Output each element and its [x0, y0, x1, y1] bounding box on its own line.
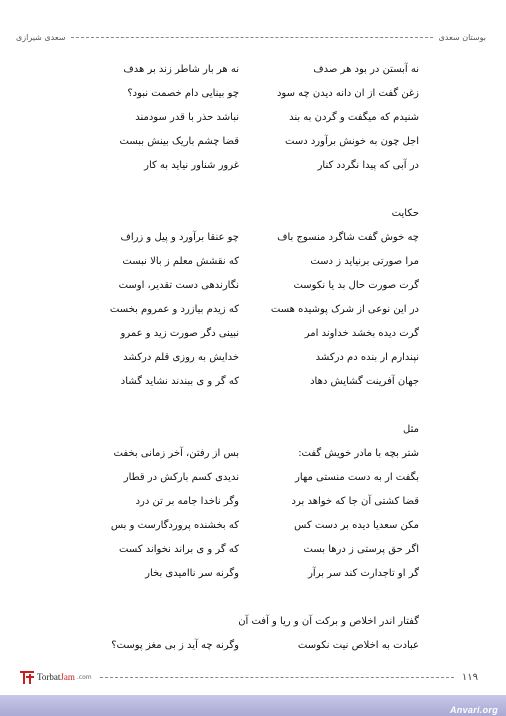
- verse-first-hemistich: بگفت ار به دست منستی مهار: [295, 472, 419, 483]
- stanza-gap: [0, 586, 506, 610]
- verse-first-hemistich: گرت دیده بخشد خداوند امر: [304, 328, 419, 339]
- verse-row: [0, 490, 506, 514]
- stanza-gap: [0, 178, 506, 202]
- verse-second-hemistich: وگرنه چه آید ز بی مغز پوست؟: [111, 640, 239, 651]
- book-title: بوستان سعدی: [438, 32, 486, 42]
- verse-row: [0, 322, 506, 346]
- verse-second-hemistich: چو عنقا برآورد و پیل و زراف: [120, 232, 239, 243]
- watermark-bar: [0, 695, 506, 716]
- verse-second-hemistich: که زیدم بیازرد و عمروم بخست: [109, 304, 239, 315]
- header-divider: [71, 37, 432, 38]
- verse-row: [0, 250, 506, 274]
- verse-row: [0, 466, 506, 490]
- verse-row: [0, 58, 506, 82]
- verse-first-hemistich: گر او تاجدارت کند سر برآر: [308, 568, 419, 579]
- verse-row: [0, 562, 506, 586]
- verse-second-hemistich: غرور شناور نیاید به کار: [144, 160, 239, 171]
- verse-row: [0, 442, 506, 466]
- page-number: ۱۱۹: [461, 671, 478, 683]
- footer-divider: [100, 677, 454, 678]
- verse-first-hemistich: جهان آفرینت گشایش دهاد: [310, 376, 419, 387]
- verse-row: [0, 82, 506, 106]
- logo-mark-icon: [20, 670, 34, 684]
- verse-row: [0, 106, 506, 130]
- verse-second-hemistich: که گر و ی ببندند نشاید گشاد: [120, 376, 239, 387]
- verse-first-hemistich: در این نوعی از شرک پوشیده هست: [270, 304, 419, 315]
- verse-first-hemistich: عبادت به اخلاص نیت نکوست: [297, 640, 419, 651]
- verse-first-hemistich: در آبی که پیدا نگردد کنار: [317, 160, 419, 171]
- verse-first-hemistich: گرت صورت حال بد یا نکوست: [293, 280, 419, 291]
- poem-body: [0, 58, 506, 658]
- verse-second-hemistich: ندیدی کسم بارکش در قطار: [123, 472, 239, 483]
- verse-second-hemistich: وگرنه سر ناامیدی بخار: [145, 568, 239, 579]
- verse-second-hemistich: بس از رفتن، آخر زمانی بخفت: [113, 448, 239, 459]
- page-header: [16, 30, 486, 44]
- verse-row: [0, 154, 506, 178]
- verse-second-hemistich: نه هر بار شاطر زند بر هدف: [123, 64, 239, 75]
- verse-first-hemistich: اجل چون به خونش برآورد دست: [285, 136, 419, 147]
- logo-text: TorbatJam: [37, 672, 75, 682]
- verse-second-hemistich: نباشد حذر با قدر سودمند: [135, 112, 239, 123]
- section-title: حکایت: [391, 208, 419, 219]
- verse-row: [0, 346, 506, 370]
- verse-second-hemistich: نگارندهی دست تقدیر، اوست: [118, 280, 239, 291]
- verse-first-hemistich: قضا کشتی آن جا که خواهد برد: [291, 496, 419, 507]
- verse-row: [0, 298, 506, 322]
- verse-second-hemistich: خدایش به روزی قلم درکشد: [123, 352, 239, 363]
- verse-first-hemistich: شنیدم که میگفت و گردن به بند: [289, 112, 419, 123]
- watermark-text: Anvari.org: [449, 705, 498, 715]
- verse-second-hemistich: وگر ناخدا جامه بر تن درد: [135, 496, 239, 507]
- chapter-heading: گفتار اندر اخلاص و برکت آن و ریا و آفت آن: [238, 616, 419, 627]
- site-logo: [20, 670, 92, 684]
- verse-first-hemistich: چه خوش گفت شاگرد منسوج باف: [277, 232, 419, 243]
- verse-first-hemistich: شتر بچه با مادر خویش گفت:: [298, 448, 419, 459]
- verse-row: [0, 274, 506, 298]
- verse-row: [0, 370, 506, 394]
- verse-second-hemistich: که گر و ی براند نخواند کست: [119, 544, 239, 555]
- verse-second-hemistich: نبینی دگر صورت زید و عمرو: [120, 328, 239, 339]
- verse-second-hemistich: چو بینایی دام خصمت نبود؟: [127, 88, 239, 99]
- page-footer: [20, 667, 478, 687]
- verse-first-hemistich: مکن سعدیا دیده بر دست کس: [294, 520, 419, 531]
- stanza-gap: [0, 394, 506, 418]
- section-title: مثل: [403, 424, 419, 435]
- verse-row: [0, 538, 506, 562]
- verse-second-hemistich: قضا چشم باریک بینش ببست: [119, 136, 239, 147]
- author-name: سعدی شیرازی: [16, 32, 66, 42]
- verse-row: [0, 226, 506, 250]
- verse-row: [0, 514, 506, 538]
- verse-row: [0, 634, 506, 658]
- verse-row: [0, 130, 506, 154]
- logo-suffix: .com: [76, 673, 92, 681]
- verse-first-hemistich: مرا صورتی برنیاید ز دست: [310, 256, 419, 267]
- verse-second-hemistich: که نقشش معلم ز بالا نبست: [122, 256, 239, 267]
- verse-second-hemistich: که بخشنده پروردگارست و بس: [110, 520, 239, 531]
- verse-first-hemistich: اگر حق پرستی ز درها بست: [303, 544, 419, 555]
- verse-first-hemistich: زغن گفت از ان دانه دیدن چه سود: [276, 88, 419, 99]
- verse-first-hemistich: نپندارم ار بنده دم درکشد: [315, 352, 419, 363]
- verse-first-hemistich: نه آبستن در بود هر صدف: [313, 64, 419, 75]
